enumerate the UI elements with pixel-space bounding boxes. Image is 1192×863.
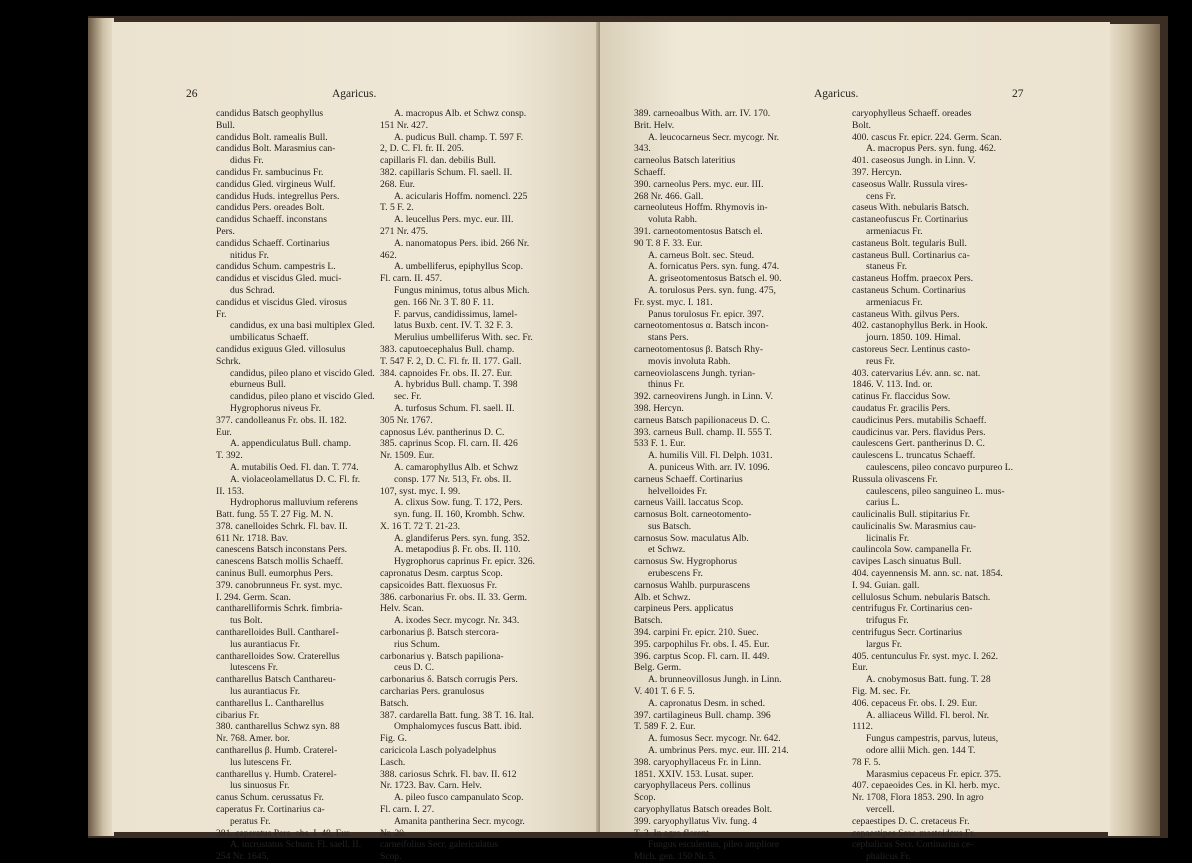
page-edges-right	[1108, 24, 1160, 836]
text-line: Schrk.	[216, 355, 241, 367]
text-line: carnosus Sow. maculatus Alb.	[634, 532, 749, 544]
text-line: A. nanomatopus Pers. ibid. 266 Nr.	[394, 237, 530, 249]
text-line: thinus Fr.	[648, 379, 685, 391]
text-line: vercell.	[866, 804, 895, 816]
text-line: 254 Nr. 1645.	[216, 851, 269, 863]
text-line: armeniacus Fr.	[866, 296, 923, 308]
text-line: A. macropus Alb. et Schwz consp.	[394, 108, 527, 119]
text-line: carneotomentosus β. Batsch Rhy-	[634, 343, 764, 355]
text-line: Eur.	[852, 662, 868, 674]
text-line: 343.	[634, 143, 651, 155]
text-line: Pers.	[216, 225, 235, 237]
text-line: Panus torulosus Fr. epicr. 397.	[648, 308, 764, 320]
text-line: licinalis Fr.	[866, 532, 910, 544]
text-line: 386. carbonarius Fr. obs. II. 33. Germ.	[380, 591, 528, 603]
text-line: 387. cardarella Batt. fung. 38 T. 16. Ital.	[380, 709, 534, 721]
text-line: carneotomentosus α. Batsch incon-	[634, 320, 769, 332]
text-line: 390. carneolus Pers. myc. eur. III.	[634, 178, 764, 190]
text-line: A. appendiculatus Bull. champ.	[230, 438, 351, 450]
text-line: dus Schrad.	[230, 284, 275, 296]
text-line: carneoluteus Hoffm. Rhymovis in-	[634, 202, 768, 214]
text-line: Nr. 1509. Eur.	[380, 450, 435, 462]
right-column-2	[852, 108, 1062, 863]
text-line: 611 Nr. 1718. Bav.	[216, 532, 289, 544]
text-line: lus aurantiacus Fr.	[230, 686, 301, 698]
text-line: capnosus Lév. pantherinus D. C.	[380, 426, 505, 438]
text-line: canescens Batsch inconstans Pers.	[216, 544, 348, 556]
text-line: voluta Rabh.	[648, 214, 698, 226]
text-line: carneolus Batsch lateritius	[634, 155, 736, 167]
text-line: 406. cepaceus Fr. obs. I. 29. Eur.	[852, 697, 978, 709]
text-line: I. 294. Germ. Scan.	[216, 591, 291, 603]
text-line: sec. Fr.	[394, 391, 422, 403]
text-line: caperatus Fr. Cortinarius ca-	[216, 804, 325, 816]
text-line: Eur.	[216, 426, 232, 438]
text-line: cantharellus L. Cantharellus	[216, 697, 324, 709]
text-line: castaneofuscus Fr. Cortinarius	[852, 214, 968, 226]
text-line: et Schwz.	[648, 544, 686, 556]
text-line: candidus Pers. oreades Bolt.	[216, 202, 325, 214]
text-line: largus Fr.	[866, 638, 903, 650]
text-line: Alb. et Schwz.	[634, 591, 691, 603]
text-line: lutescens Fr.	[230, 662, 278, 674]
text-line: caulescens Gert. pantherinus D. C.	[852, 438, 985, 450]
text-line: canus Schum. cerussatus Fr.	[216, 792, 324, 804]
text-line: cantharelloides Bull. CanthareI-	[216, 627, 339, 639]
text-line: carneus Batsch papilionaceus D. C.	[634, 414, 770, 426]
text-line: carius L.	[866, 497, 900, 509]
text-line: carneifolius Secr. galericulatus	[380, 839, 499, 851]
text-line: ceus D. C.	[394, 662, 434, 674]
text-line: carneus Vaill. laccatus Scop.	[634, 497, 744, 509]
text-line: castoreus Secr. Lentinus casto-	[852, 343, 971, 355]
text-line: Batsch.	[634, 615, 663, 627]
text-line: centrifugus Secr. Cortinarius	[852, 627, 963, 639]
left-page-number: 26	[186, 88, 198, 100]
text-line: candidus et viscidus Gled. virosus	[216, 296, 347, 308]
text-line: cavipes Lasch sinuatus Bull.	[852, 556, 962, 568]
text-line: T. 589 F. 2. Eur.	[634, 721, 696, 733]
text-line: A. ixodes Secr. mycogr. Nr. 343.	[394, 615, 520, 627]
text-line: A. turfosus Schum. Fl. saell. II.	[394, 402, 515, 414]
text-line: X. 16 T. 72 T. 21-23.	[380, 520, 461, 532]
text-line: umbilicatus Schaeff.	[230, 332, 309, 344]
text-line: T. 3. In agro florent.	[634, 827, 712, 839]
text-line: 397. Hercyn.	[852, 166, 902, 178]
text-line: 400. cascus Fr. epicr. 224. Germ. Scan.	[852, 131, 1002, 143]
text-line: movis involuta Rabh.	[648, 355, 731, 367]
text-line: T. 5 F. 2.	[380, 202, 414, 214]
text-line: Nr. 20.	[380, 827, 407, 839]
text-line: lus lutescens Fr.	[230, 756, 292, 768]
text-line: Nr. 1708, Flora 1853. 290. In agro	[852, 792, 984, 804]
text-line: lus aurantiacus Fr.	[230, 638, 301, 650]
text-line: 399. caryophyllatus Viv. fung. 4	[634, 815, 758, 827]
text-line: 378. canelloides Schrk. Fl. bav. II.	[216, 520, 348, 532]
text-line: Fungus campestris, parvus, luteus,	[866, 733, 999, 745]
text-line: reus Fr.	[866, 355, 895, 367]
text-line: Schaeff.	[634, 166, 666, 178]
text-line: A. alliaceus Willd. Fl. berol. Nr.	[866, 709, 990, 721]
left-column-2	[380, 108, 574, 863]
text-line: 391. carneotomentosus Batsch el.	[634, 225, 763, 237]
text-line: Batsch.	[380, 697, 409, 709]
text-line: Helv. Scan.	[380, 603, 424, 615]
text-line: cantharellus β. Humb. Craterel-	[216, 745, 338, 757]
text-line: gen. 166 Nr. 3 T. 80 F. 11.	[394, 296, 494, 308]
text-line: Brit. Helv.	[634, 119, 675, 131]
text-line: peratus Fr.	[230, 815, 271, 827]
text-line: V. 401 T. 6 F. 5.	[634, 686, 695, 698]
text-line: A. leucellus Pers. myc. eur. III.	[394, 214, 514, 226]
text-line: F. parvus, candidissimus, lamel-	[394, 308, 518, 320]
text-line: Nr. 1723. Bav. Carn. Helv.	[380, 780, 482, 792]
text-line: Omphalomyces fuscus Batt. ibid.	[394, 721, 522, 733]
text-line: Fr.	[216, 308, 227, 320]
text-line: A. pileo fusco campanulato Scop.	[394, 792, 524, 804]
text-line: carnosus Bolt. carneotomento-	[634, 509, 752, 521]
right-page	[600, 22, 1110, 863]
text-line: 388. cariosus Schrk. Fl. bav. II. 612	[380, 768, 517, 780]
text-line: candidus exiguus Gled. villosulus	[216, 343, 346, 355]
text-line: trifugus Fr.	[866, 615, 909, 627]
text-line: cantharelliformis Schrk. fimbria-	[216, 603, 343, 615]
text-line: Bull.	[216, 119, 235, 131]
text-line: capillaris Fl. dan. debilis Bull.	[380, 155, 496, 167]
text-line: caudicinus Pers. mutabilis Schaeff.	[852, 414, 987, 426]
right-running-head: Agaricus.	[814, 88, 859, 100]
left-column-1	[216, 108, 404, 863]
text-line: caulescens L. truncatus Schaeff.	[852, 450, 976, 462]
text-line: cibarius Fr.	[216, 709, 260, 721]
text-line: erubescens Fr.	[648, 568, 703, 580]
text-line: journ. 1850. 109. Himal.	[866, 332, 961, 344]
text-line: A. umbelliferus, epiphyllus Scop.	[394, 261, 523, 273]
text-line: 394. carpini Fr. epicr. 210. Suec.	[634, 627, 759, 639]
text-line: candidus Schaeff. inconstans	[216, 214, 327, 226]
text-line: carbonarius γ. Batsch papiliona-	[380, 650, 504, 662]
text-line: A. pudicus Bull. champ. T. 597 F.	[394, 131, 524, 143]
text-line: A. metapodius β. Fr. obs. II. 110.	[394, 544, 521, 556]
text-line: 402. castanophyllus Berk. in Hook.	[852, 320, 988, 332]
text-line: caninus Bull. eumorphus Pers.	[216, 568, 333, 580]
text-line: 384. capnoides Fr. obs. II. 27. Eur.	[380, 367, 513, 379]
text-line: candidus Schum. campestris L.	[216, 261, 336, 273]
text-line: cepaestipes Sow. mastoideus Fr.	[852, 827, 976, 839]
text-line: 268 Nr. 466. Gall.	[634, 190, 704, 202]
text-line: caryophyllaceus Pers. collinus	[634, 780, 751, 792]
text-line: 380. cantharellus Schwz syn. 88	[216, 721, 340, 733]
text-line: candidus Bolt. Marasmius can-	[216, 143, 336, 155]
text-line: 389. carneoalbus With. arr. IV. 170.	[634, 108, 771, 119]
text-line: 383. caputoecephalus Bull. champ.	[380, 343, 515, 355]
text-line: carnosus Sw. Hygrophorus	[634, 556, 738, 568]
text-line: consp. 177 Nr. 513, Fr. obs. II.	[394, 473, 512, 485]
text-line: 385. caprinus Scop. Fl. carn. II. 426	[380, 438, 518, 450]
text-line: eburneus Bull.	[230, 379, 286, 391]
text-line: T. 547 F. 2, D. C. Fl. fr. II. 177. Gall.	[380, 355, 522, 367]
text-line: 379. canobrunneus Fr. syst. myc.	[216, 579, 343, 591]
text-line: Fl. carn. I. 27.	[380, 804, 435, 816]
text-line: 1112.	[852, 721, 873, 733]
text-line: castaneus Bull. Cortinarius ca-	[852, 249, 970, 261]
text-line: helvelloides Fr.	[648, 485, 708, 497]
text-line: Merulius umbelliferus With. sec. Fr.	[394, 332, 533, 344]
text-line: Lasch.	[380, 756, 406, 768]
text-line: A. violaceolamellatus D. C. Fl. fr.	[230, 473, 361, 485]
text-line: carneus Schaeff. Cortinarius	[634, 473, 743, 485]
text-line: Marasmius cepaceus Fr. epicr. 375.	[866, 768, 1002, 780]
text-line: castaneus Hoffm. praecox Pers.	[852, 273, 974, 285]
page-edges-left	[88, 18, 114, 836]
text-line: catinus Fr. flaccidus Sow.	[852, 391, 951, 403]
text-line: A. acicularis Hoffm. nomencl. 225	[394, 190, 528, 202]
text-line: caudicinus var. Pers. flavidus Pers.	[852, 426, 986, 438]
text-line: 533 F. 1. Eur.	[634, 438, 686, 450]
text-line: sus Batsch.	[648, 520, 692, 532]
text-line: 396. carptus Scop. Fl. carn. II. 449.	[634, 650, 770, 662]
text-line: 395. carpophilus Fr. obs. I. 45. Eur.	[634, 638, 770, 650]
text-line: canescens Batsch mollis Schaeff.	[216, 556, 344, 568]
text-line: Russula olivascens Fr.	[852, 473, 938, 485]
text-line: lus sinuosus Fr.	[230, 780, 290, 792]
text-line: centrifugus Fr. Cortinarius cen-	[852, 603, 973, 615]
text-line: stans Pers.	[648, 332, 689, 344]
text-line: 407. cepaeoides Ces. in Kl. herb. myc.	[852, 780, 1000, 792]
text-line: 305 Nr. 1767.	[380, 414, 433, 426]
text-line: candidus Batsch geophyllus	[216, 108, 324, 119]
text-line: Bolt.	[852, 119, 871, 131]
text-line: Hygrophorus caprinus Fr. epicr. 326.	[394, 556, 535, 568]
text-line: cantharellus γ. Humb. Craterel-	[216, 768, 337, 780]
text-line: candidus, ex una basi multiplex Gled.	[230, 320, 375, 332]
text-line: A. humilis Vill. Fl. Delph. 1031.	[648, 450, 773, 462]
text-line: A. mutabilis Oed. Fl. dan. T. 774.	[230, 461, 359, 473]
text-line: 398. caryophyllaceus Fr. in Linn.	[634, 756, 762, 768]
text-line: candidus Fr. sambucinus Fr.	[216, 166, 324, 178]
text-line: A. brunneovillosus Jungh. in Linn.	[648, 674, 782, 686]
text-line: caricicola Lasch polyadelphus	[380, 745, 497, 757]
text-line: carbonarius β. Batsch stercora-	[380, 627, 499, 639]
text-line: cantharellus Batsch Canthareu-	[216, 674, 336, 686]
text-line: cantharelloides Sow. Craterellus	[216, 650, 340, 662]
text-line: A. glandiferus Pers. syn. fung. 352.	[394, 532, 530, 544]
text-line: 381. caperatus Pers. obs. I. 48. Eur.	[216, 827, 352, 839]
text-line: capsicoides Batt. flexuosus Fr.	[380, 579, 497, 591]
text-line: caulescens, pileo sanguineo L. mus-	[866, 485, 1005, 497]
text-line: 90 T. 8 F. 33. Eur.	[634, 237, 703, 249]
text-line: candidus, pileo plano et viscido Gled.	[230, 367, 375, 379]
text-line: 1851. XXIV. 153. Lusat. super.	[634, 768, 754, 780]
text-line: caulicinalis Bull. stipitarius Fr.	[852, 509, 971, 521]
text-line: armeniacus Fr.	[866, 225, 923, 237]
text-line: 107, syst. myc. I. 99.	[380, 485, 461, 497]
text-line: Fungus minimus, totus albus Mich.	[394, 284, 530, 296]
text-line: Scop.	[634, 792, 656, 804]
text-line: carnosus Wahlb. purpurascens	[634, 579, 751, 591]
text-line: A. capronatus Desm. in sched.	[648, 697, 765, 709]
text-line: caryophyllatus Batsch oreades Bolt.	[634, 804, 773, 816]
text-line: Batt. fung. 55 T. 27 Fig. M. N.	[216, 509, 334, 521]
text-line: 382. capillaris Schum. Fl. saell. II.	[380, 166, 513, 178]
text-line: carneoviolascens Jungh. tyrian-	[634, 367, 756, 379]
text-line: candidus Huds. integrellus Pers.	[216, 190, 340, 202]
text-line: 392. carneovirens Jungh. in Linn. V.	[634, 391, 774, 403]
text-line: staneus Fr.	[866, 261, 908, 273]
text-line: cephalicus Secr. Cortinarius ce-	[852, 839, 974, 851]
right-page-number: 27	[1012, 88, 1024, 100]
text-line: carpineus Pers. applicatus	[634, 603, 734, 615]
text-line: carbonarius δ. Batsch corrugis Pers.	[380, 674, 518, 686]
text-line: 78 F. 5.	[852, 756, 881, 768]
text-line: tus Bolt.	[230, 615, 263, 627]
text-line: 377. candolleanus Fr. obs. II. 182.	[216, 414, 347, 426]
text-line: Fungus esculentus, pileo ampliore	[648, 839, 780, 851]
text-line: 397. cartilagineus Bull. champ. 396	[634, 709, 771, 721]
left-running-head: Agaricus.	[332, 88, 377, 100]
text-line: Scop.	[380, 851, 402, 863]
text-line: didus Fr.	[230, 155, 264, 167]
text-line: caudatus Fr. gracilis Pers.	[852, 402, 951, 414]
text-line: caulescens, pileo concavo purpureo L.	[866, 461, 1014, 473]
text-line: Belg. Germ.	[634, 662, 682, 674]
text-line: Mich. gen. 150 Nr. 5.	[634, 851, 717, 863]
text-line: rius Schum.	[394, 638, 440, 650]
text-line: 403. catervarius Lév. ann. sc. nat.	[852, 367, 981, 379]
text-line: caryophylleus Schaeff. oreades	[852, 108, 972, 119]
text-line: carcharias Pers. granulosus	[380, 686, 485, 698]
text-line: caulicinalis Sw. Marasmius cau-	[852, 520, 977, 532]
text-line: 151 Nr. 427.	[380, 119, 428, 131]
text-line: castaneus Bolt. tegularis Bull.	[852, 237, 967, 249]
text-line: cellulosus Schum. nebularis Batsch.	[852, 591, 991, 603]
text-line: A. cnobymosus Batt. fung. T. 28	[866, 674, 991, 686]
text-line: A. carneus Bolt. sec. Steud.	[648, 249, 755, 261]
text-line: A. griseotomentosus Batsch el. 90.	[648, 273, 782, 285]
text-line: I. 94. Guian. gall.	[852, 579, 920, 591]
text-line: latus Buxb. cent. IV. T. 32 F. 3.	[394, 320, 513, 332]
text-line: syn. fung. II. 160, Krombh. Schw.	[394, 509, 525, 521]
text-line: castaneus With. gilvus Pers.	[852, 308, 960, 320]
text-line: 401. caseosus Jungh. in Linn. V.	[852, 155, 976, 167]
text-line: 1846. V. 113. Ind. or.	[852, 379, 933, 391]
text-line: Amanita pantherina Secr. mycogr.	[394, 815, 525, 827]
text-line: Fig. M. sec. Fr.	[852, 686, 911, 698]
text-line: 393. carneus Bull. champ. II. 555 T.	[634, 426, 772, 438]
text-line: Fig. G.	[380, 733, 407, 745]
text-line: T. 392.	[216, 450, 243, 462]
text-line: candidus Bolt. ramealis Bull.	[216, 131, 328, 143]
text-line: 462.	[380, 249, 397, 261]
text-line: A. torulosus Pers. syn. fung. 475,	[648, 284, 776, 296]
text-line: candidus Schaeff. Cortinarius	[216, 237, 330, 249]
text-line: caseus With. nebularis Batsch.	[852, 202, 969, 214]
right-column-1	[634, 108, 844, 863]
text-line: 268. Eur.	[380, 178, 415, 190]
text-line: 2, D. C. Fl. fr. II. 205.	[380, 143, 464, 155]
text-line: A. puniceus With. arr. IV. 1096.	[648, 461, 770, 473]
text-line: A. camarophyllus Alb. et Schwz	[394, 461, 519, 473]
text-line: Fr. syst. myc. I. 181.	[634, 296, 713, 308]
text-line: castaneus Schum. Cortinarius	[852, 284, 966, 296]
text-line: caulincola Sow. campanella Fr.	[852, 544, 972, 556]
text-line: candidus, pileo plano et viscido Gled.	[230, 391, 375, 403]
text-line: A. clixus Sow. fung. T. 172, Pers.	[394, 497, 523, 509]
text-line: caseosus Wallr. Russula vires-	[852, 178, 968, 190]
text-line: cens Fr.	[866, 190, 896, 202]
text-line: 404. cayennensis M. ann. sc. nat. 1854.	[852, 568, 1003, 580]
text-line: II. 153.	[216, 485, 244, 497]
text-line: odore allii Mich. gen. 144 T.	[866, 745, 976, 757]
text-line: A. fornicatus Pers. syn. fung. 474.	[648, 261, 780, 273]
text-line: 405. centunculus Fr. syst. myc. I. 262.	[852, 650, 999, 662]
text-line: Hydrophorus malluvium referens	[230, 497, 358, 509]
text-line: Nr. 768. Amer. bor.	[216, 733, 290, 745]
text-line: A. incrustatus Schum. Fl. saell. II.	[230, 839, 362, 851]
text-line: nitidus Fr.	[230, 249, 269, 261]
text-line: candidus et viscidus Gled. muci-	[216, 273, 342, 285]
text-line: Fl. carn. II. 457.	[380, 273, 443, 285]
text-line: 398. Hercyn.	[634, 402, 684, 414]
text-line: capronatus Desm. carptus Scop.	[380, 568, 503, 580]
text-line: A. umbrinus Pers. myc. eur. III. 214.	[648, 745, 789, 757]
text-line: candidus Gled. virgineus Wulf.	[216, 178, 336, 190]
text-line: A. leucocarneus Secr. mycogr. Nr.	[648, 131, 780, 143]
text-line: Hygrophorus niveus Fr.	[230, 402, 321, 414]
text-line: phalicus Fr.	[866, 851, 911, 863]
left-page	[112, 22, 602, 863]
text-line: cepaestipes D. C. cretaceus Fr.	[852, 815, 970, 827]
text-line: A. hybridus Bull. champ. T. 398	[394, 379, 518, 391]
text-line: A. macropus Pers. syn. fung. 462.	[866, 143, 997, 155]
text-line: 271 Nr. 475.	[380, 225, 428, 237]
text-line: A. fumosus Secr. mycogr. Nr. 642.	[648, 733, 781, 745]
